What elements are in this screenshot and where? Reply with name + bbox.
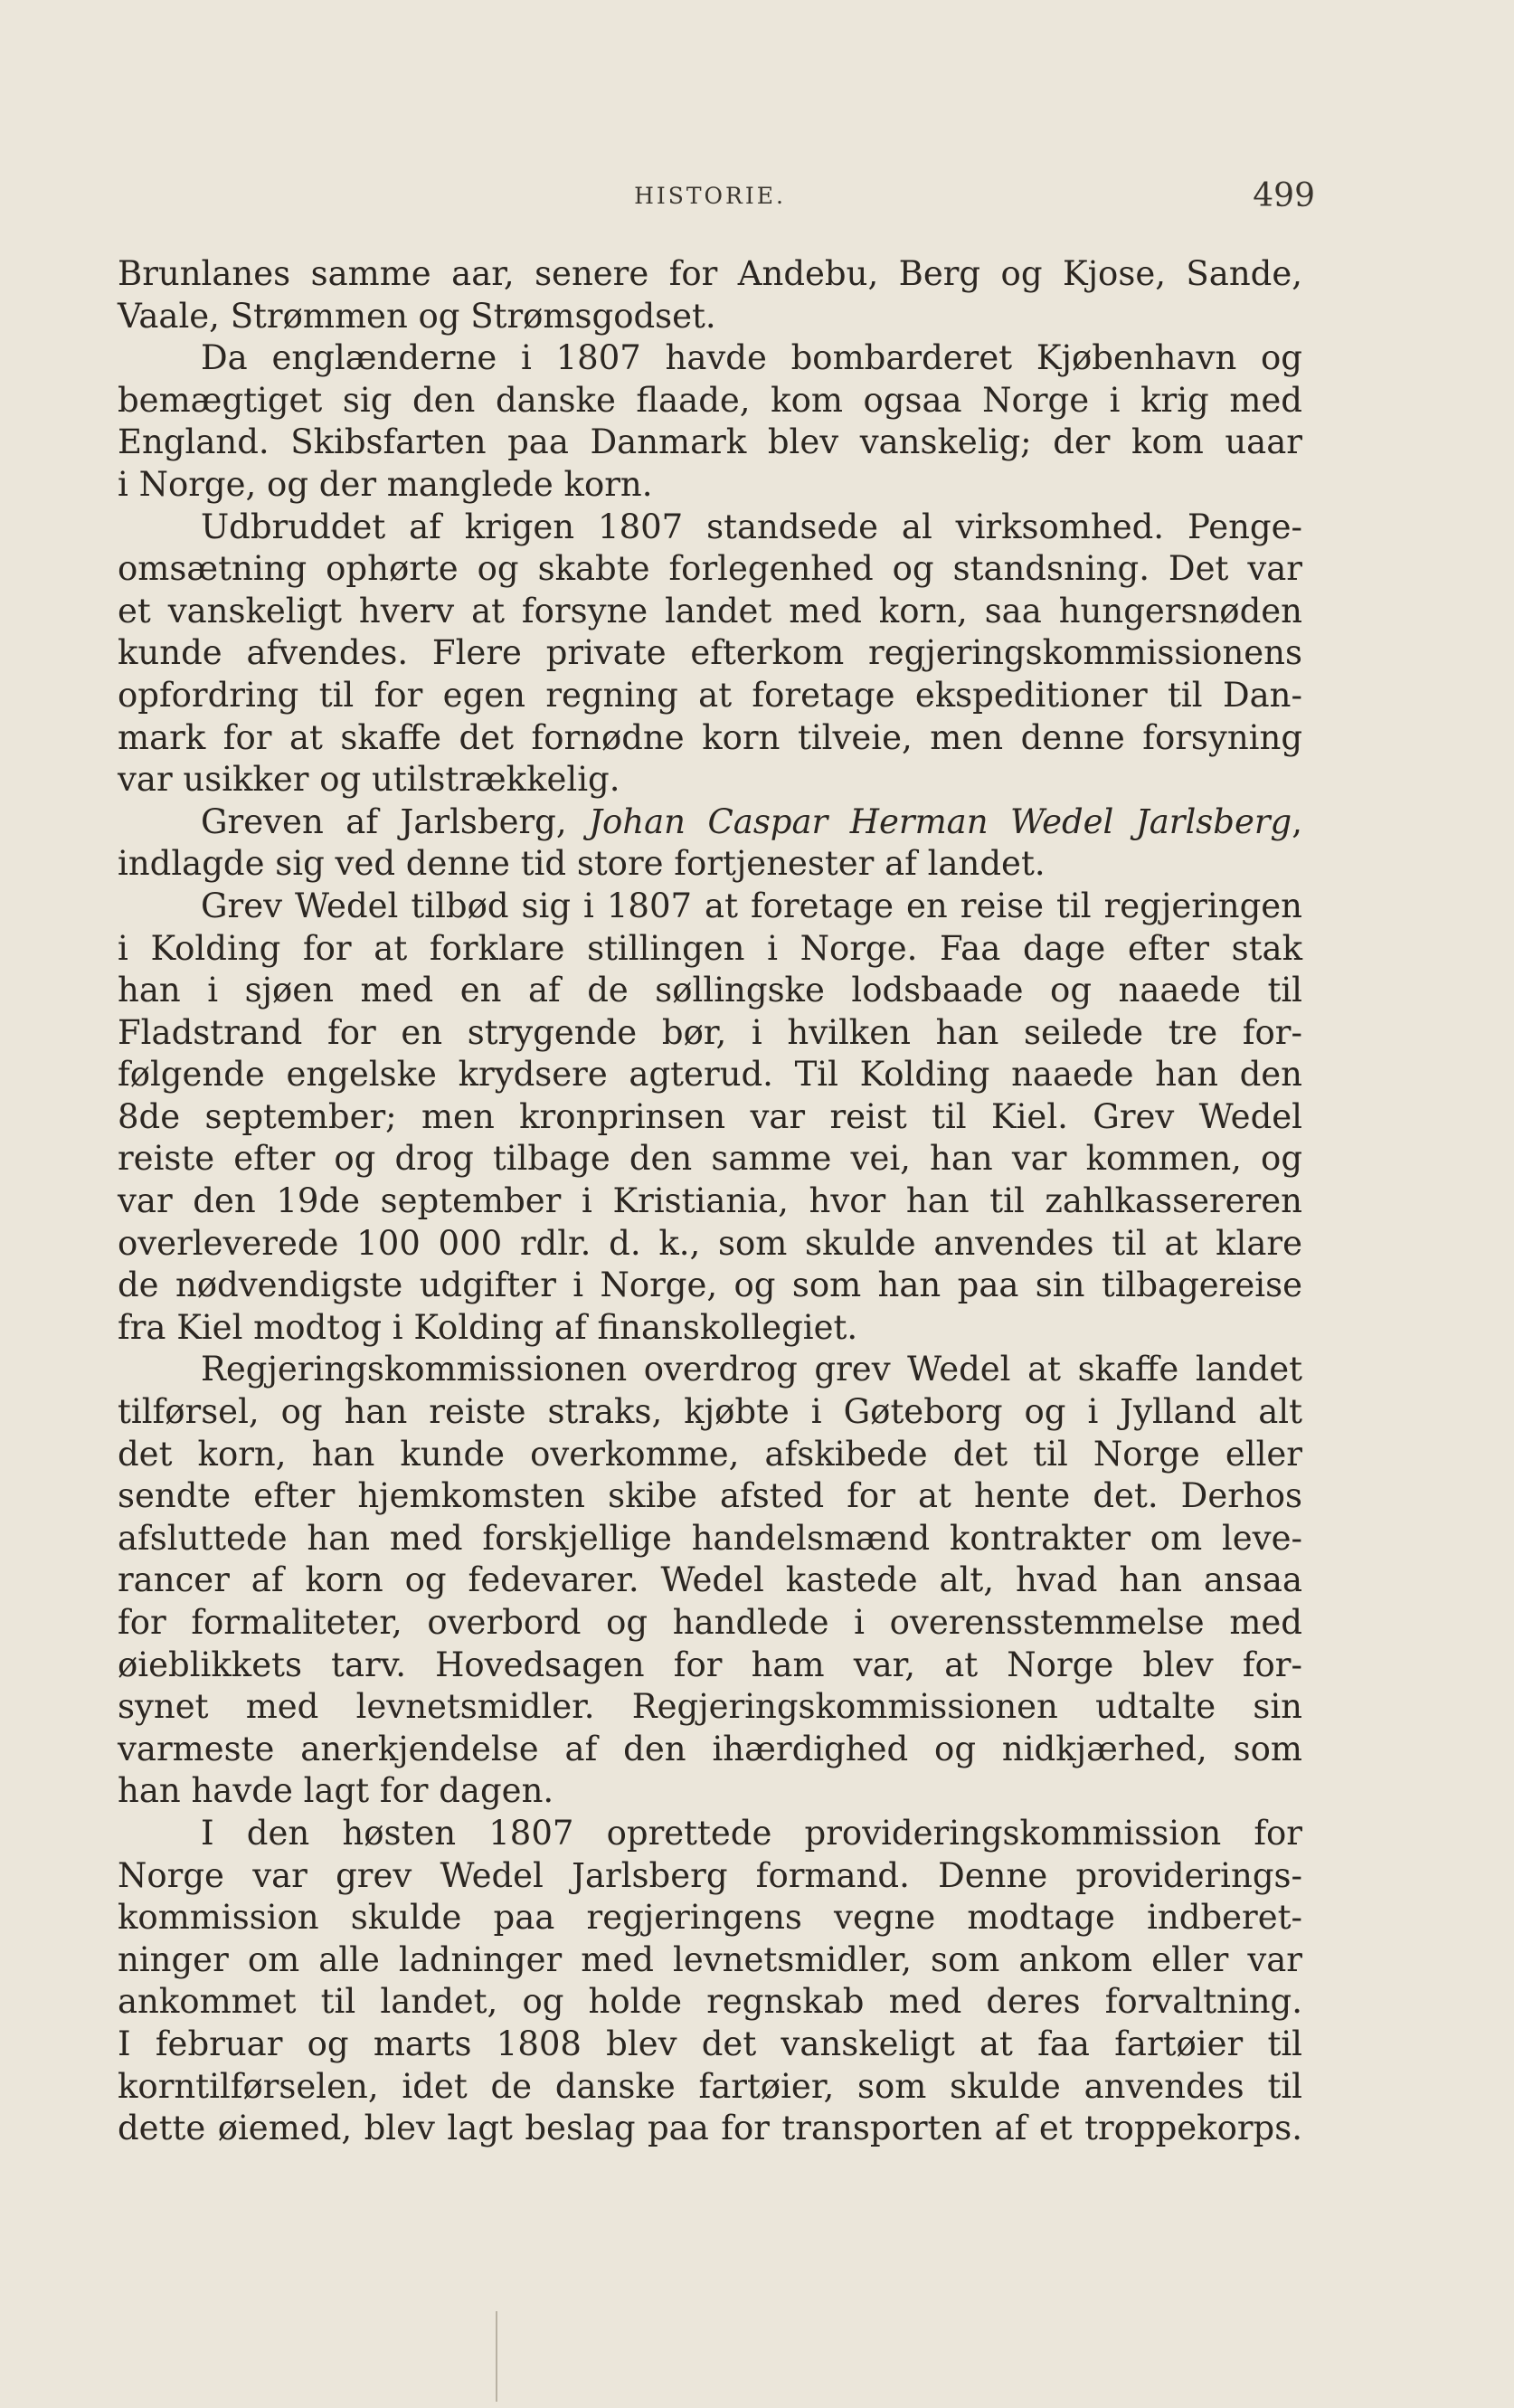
text-line: reiste efter og drog tilbage den samme vei, han var kommen, og	[118, 1139, 1302, 1179]
text-line: var usikker og utilstrækkelig.	[118, 760, 620, 800]
text-line: sendte efter hjemkomsten skibe afsted for at hente det. Derhos	[118, 1476, 1302, 1516]
text-line: 8de september; men kronprinsen var reist til Kiel. Grev Wedel	[118, 1096, 1302, 1136]
text-line: bemægtiget sig den danske flaade, kom ogsaa Norge i krig med	[118, 380, 1302, 420]
scan-mark	[496, 2311, 497, 2402]
text-line: Regjeringskommissionen overdrog grev Wedel at skaffe landet	[201, 1350, 1302, 1389]
text-line: han i sjøen med en af de søllingske lodsbaade og naaede til	[118, 971, 1302, 1010]
text-line: var den 19de september i Kristiania, hvor han til zahlkassereren	[118, 1181, 1302, 1221]
text-line: Greven af Jarlsberg, Johan Caspar Herman Wedel Jarlsberg,	[201, 801, 1302, 841]
text-line: Vaale, Strømmen og Strømsgodset.	[118, 296, 716, 336]
text-line: Fladstrand for en strygende bør, i hvilken han seilede tre for-	[118, 1012, 1302, 1052]
text-line: afsluttede han med forskjellige handelsmænd kontrakter om leve-	[118, 1518, 1302, 1558]
text-line: Grev Wedel tilbød sig i 1807 at foretage en reise til regjeringen	[201, 886, 1302, 925]
text-line: omsætning ophørte og skabte forlegenhed og standsning. Det var	[118, 549, 1302, 589]
text-line: han havde lagt for dagen.	[118, 1771, 554, 1811]
text-line: indlagde sig ved denne tid store fortjenester af landet.	[118, 844, 1046, 884]
text-line: Brunlanes samme aar, senere for Andebu, Berg og Kjose, Sande,	[118, 254, 1302, 293]
text-line: overleverede 100 000 rdlr. d. k., som skulde anvendes til at klare	[118, 1223, 1302, 1263]
text-line: kunde afvendes. Flere private efterkom regjeringskommissionens	[118, 633, 1302, 673]
text-line: Udbruddet af krigen 1807 standsede al virksomhed. Penge-	[201, 507, 1302, 546]
text-line: varmeste anerkjendelse af den ihærdighed og nidkjærhed, som	[118, 1729, 1302, 1768]
text-line: ninger om alle ladninger med levnetsmidler, som ankom eller var	[118, 1939, 1302, 1979]
page-number: 499	[1253, 177, 1315, 214]
text-line: I februar og marts 1808 blev det vanskeligt at faa fartøier til	[118, 2024, 1302, 2063]
text-line: England. Skibsfarten paa Danmark blev vanskelig; der kom uaar	[118, 422, 1302, 462]
text-line: mark for at skaffe det fornødne korn tilveie, men denne forsyning	[118, 717, 1302, 757]
text-line: rancer af korn og fedevarer. Wedel kastede alt, hvad han ansaa	[118, 1560, 1302, 1600]
text-line: de nødvendigste udgifter i Norge, og som han paa sin tilbagereise	[118, 1266, 1302, 1305]
text-line: kommission skulde paa regjeringens vegne modtage indberet-	[118, 1898, 1302, 1938]
text-line: for formaliteter, overbord og handlede i overensstemmelse med	[118, 1603, 1302, 1642]
text-line: fra Kiel modtog i Kolding af finanskollegiet.	[118, 1307, 858, 1347]
text-line: følgende engelske krydsere agterud. Til Kolding naaede han den	[118, 1055, 1302, 1095]
text-line: synet med levnetsmidler. Regjeringskommissionen udtalte sin	[118, 1687, 1302, 1727]
text-line: Da englænderne i 1807 havde bombarderet Kjøbenhavn og	[201, 338, 1302, 378]
text-line: dette øiemed, blev lagt beslag paa for transporten af et troppekorps.	[118, 2109, 1302, 2148]
text-line: det korn, han kunde overkomme, afskibede det til Norge eller	[118, 1434, 1302, 1474]
text-line: i Norge, og der manglede korn.	[118, 464, 653, 504]
text-line: i Kolding for at forklare stillingen i Norge. Faa dage efter stak	[118, 928, 1302, 968]
text-line: tilførsel, og han reiste straks, kjøbte i Gøteborg og i Jylland alt	[118, 1392, 1302, 1432]
running-head: HISTORIE.	[634, 183, 786, 209]
italic-name: Johan Caspar Herman Wedel Jarlsberg	[589, 801, 1292, 841]
text-line: ankommet til landet, og holde regnskab med deres forvaltning.	[118, 1982, 1302, 2022]
text-line: øieblikkets tarv. Hovedsagen for ham var, at Norge blev for-	[118, 1645, 1302, 1684]
text-line: Norge var grev Wedel Jarlsberg formand. Denne providerings-	[118, 1855, 1302, 1895]
text-line: opfordring til for egen regning at foretage ekspeditioner til Dan-	[118, 675, 1302, 715]
body-text	[118, 253, 1302, 2150]
text-line: I den høsten 1807 oprettede provideringskommission for	[201, 1813, 1302, 1853]
text-line: korntilførselen, idet de danske fartøier, som skulde anvendes til	[118, 2066, 1302, 2106]
page-header	[118, 177, 1315, 219]
text-line: et vanskeligt hverv at forsyne landet med korn, saa hungersnøden	[118, 591, 1302, 630]
